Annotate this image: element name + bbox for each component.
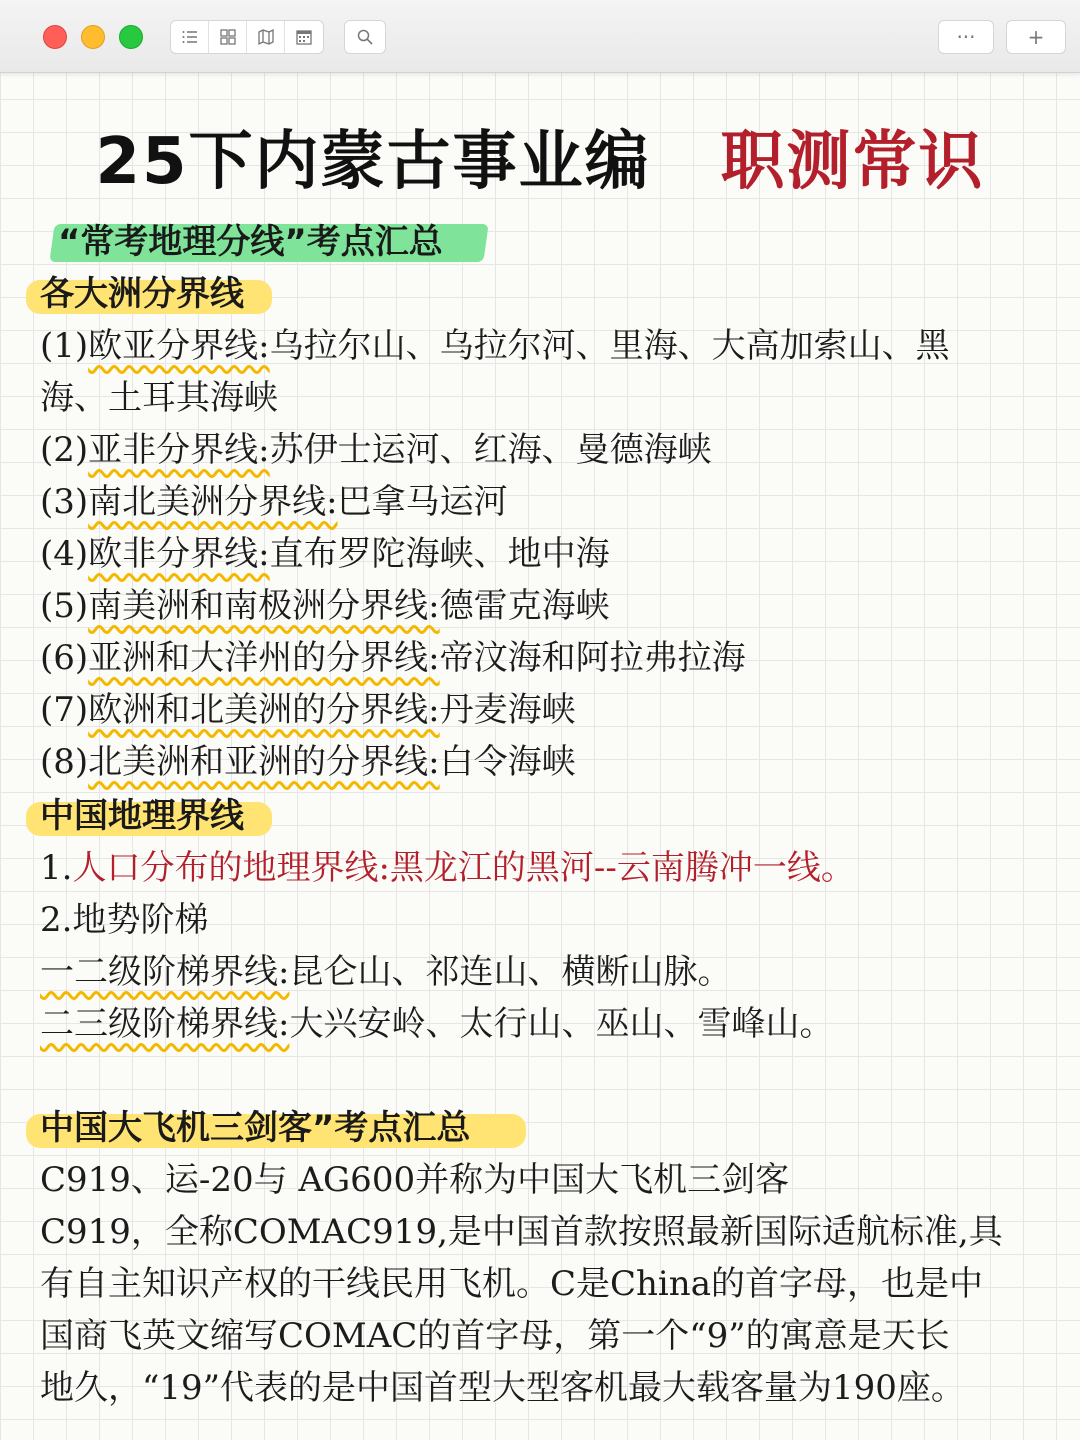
list-item: (5)南美洲和南极洲分界线:德雷克海峡	[40, 586, 610, 626]
list-item-terrain-steps: 2.地势阶梯	[40, 900, 209, 940]
subheading-china-boundaries: 中国地理界线	[40, 796, 244, 836]
zoom-window-button[interactable]	[119, 25, 143, 49]
close-window-button[interactable]	[43, 25, 67, 49]
view-mode-toolbar	[170, 20, 324, 54]
section-header-aircraft: 中国大飞机三剑客”考点汇总	[40, 1108, 471, 1148]
window-titlebar	[0, 0, 1080, 73]
more-options-button[interactable]: ···	[938, 20, 994, 54]
section-header-geography: “常考地理分线”考点汇总	[58, 222, 443, 262]
page-title	[0, 110, 1080, 202]
list-item: (7)欧洲和北美洲的分界线:丹麦海峡	[40, 690, 576, 730]
paragraph-line: C919，全称COMAC919,是中国首款按照最新国际适航标准,具	[40, 1212, 1003, 1252]
list-item: (2)亚非分界线:苏伊士运河、红海、曼德海峡	[40, 430, 712, 470]
list-item: (8)北美洲和亚洲的分界线:白令海峡	[40, 742, 576, 782]
paragraph-line: 地久，“19”代表的是中国首型大型客机最大载客量为190座。	[40, 1368, 965, 1408]
list-item: 一二级阶梯界线:昆仑山、祁连山、横断山脉。	[40, 952, 732, 992]
paragraph-line: 有自主知识产权的干线民用飞机。C是China的首字母，也是中	[40, 1264, 983, 1304]
list-item: (6)亚洲和大洋州的分界线:帝汶海和阿拉弗拉海	[40, 638, 746, 678]
list-item-population-line: 1.人口分布的地理界线:黑龙江的黑河--云南腾冲一线。	[40, 848, 855, 888]
minimize-window-button[interactable]	[81, 25, 105, 49]
map-icon[interactable]	[247, 21, 285, 53]
list-item: (3)南北美洲分界线:巴拿马运河	[40, 482, 508, 522]
list-item: (4)欧非分界线:直布罗陀海峡、地中海	[40, 534, 610, 574]
paragraph-line: C919、运-20与 AG600并称为中国大飞机三剑客	[40, 1160, 790, 1200]
calendar-icon[interactable]	[285, 21, 323, 53]
paragraph-line: 国商飞英文缩写COMAC的首字母，第一个“9”的寓意是天长	[40, 1316, 950, 1356]
list-view-icon[interactable]	[171, 21, 209, 53]
add-button[interactable]: +	[1006, 20, 1066, 54]
page-title-subject: 职测常识	[720, 125, 985, 199]
search-icon[interactable]	[344, 20, 386, 54]
subheading-continent-boundaries: 各大洲分界线	[40, 274, 244, 314]
page-title-main: 25下内蒙古事业编	[95, 125, 651, 199]
list-item: (1)欧亚分界线:乌拉尔山、乌拉尔河、里海、大高加索山、黑	[40, 326, 950, 366]
list-item: 二三级阶梯界线:大兴安岭、太行山、巫山、雪峰山。	[40, 1004, 834, 1044]
grid-view-icon[interactable]	[209, 21, 247, 53]
list-item-continuation: 海、土耳其海峡	[40, 378, 278, 418]
